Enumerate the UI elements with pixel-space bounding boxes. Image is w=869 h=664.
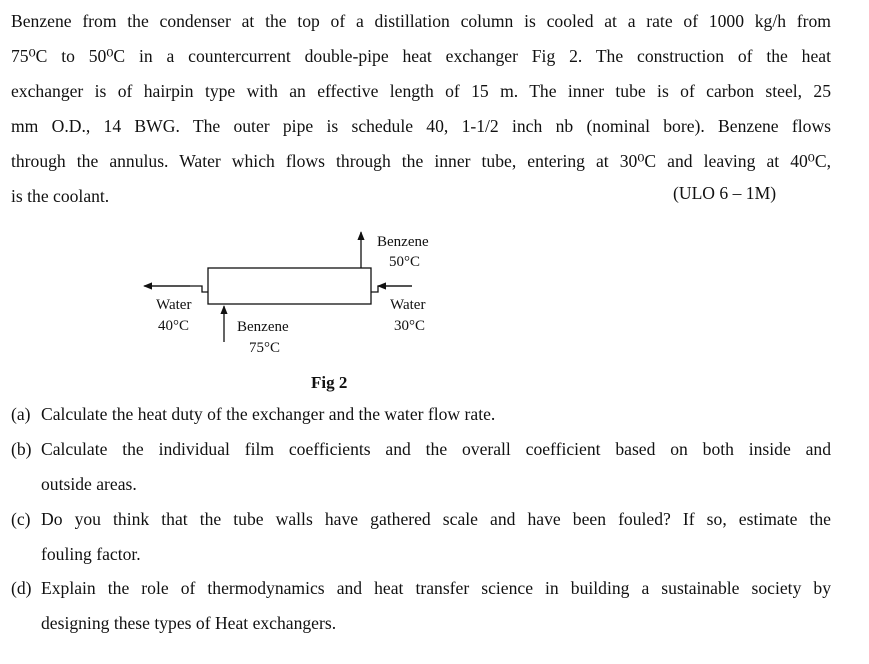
question-a-label: (a) <box>11 404 31 424</box>
ulo-marker: (ULO 6 – 1M) <box>673 183 777 203</box>
question-b <box>11 432 831 502</box>
question-b-text-2: outside areas. <box>41 474 137 494</box>
question-d-text-1: Explain the role of thermodynamics and heat transfer science in building a sustainable society by <box>41 578 831 598</box>
problem-line-5: through the annulus. Water which flows through the inner tube, entering at 30⁰C and leaving at 40⁰C, <box>11 151 831 171</box>
water-outlet-line <box>150 286 208 292</box>
question-b-label: (b) <box>11 439 32 459</box>
question-a <box>11 397 831 432</box>
question-b-text-1: Calculate the individual film coefficients and the overall coefficient based on both inside and <box>41 439 831 459</box>
question-d-text-2: designing these types of Heat exchangers. <box>41 613 337 633</box>
benzene-inlet-temp: 75°C <box>249 340 281 356</box>
water-inlet-label: Water <box>390 297 426 313</box>
water-outlet-temp: 40°C <box>158 318 190 334</box>
question-c-label: (c) <box>11 509 31 529</box>
question-a-text: Calculate the heat duty of the exchanger and the water flow rate. <box>41 404 496 424</box>
benzene-inlet-label: Benzene <box>237 319 289 335</box>
question-d-label: (d) <box>11 578 32 598</box>
problem-line-2: 75⁰C to 50⁰C in a countercurrent double-pipe heat exchanger Fig 2. The construction of the heat <box>11 46 831 66</box>
water-outlet-label: Water <box>156 297 192 313</box>
water-inlet-line <box>371 286 412 292</box>
question-c-text-2: fouling factor. <box>41 544 141 564</box>
fig-caption: Fig 2 <box>311 373 348 392</box>
benzene-outlet-temp: 50°C <box>389 254 421 270</box>
problem-line-4: mm O.D., 14 BWG. The outer pipe is schedule 40, 1-1/2 inch nb (nominal bore). Benzene flows <box>11 116 831 136</box>
question-c <box>11 502 831 572</box>
problem-line-6: is the coolant. <box>11 186 110 206</box>
question-c-text-1: Do you think that the tube walls have gathered scale and have been fouled? If so, estimate the <box>41 509 831 529</box>
problem-line-1: Benzene from the condenser at the top of a distillation column is cooled at a rate of 1000 kg/h from <box>11 11 831 31</box>
question-d <box>11 571 831 641</box>
benzene-outlet-label: Benzene <box>377 234 429 250</box>
water-inlet-temp: 30°C <box>394 318 426 334</box>
exchanger-body <box>208 268 371 304</box>
problem-line-3: exchanger is of hairpin type with an effective length of 15 m. The inner tube is of carbon steel, 25 <box>11 81 831 101</box>
